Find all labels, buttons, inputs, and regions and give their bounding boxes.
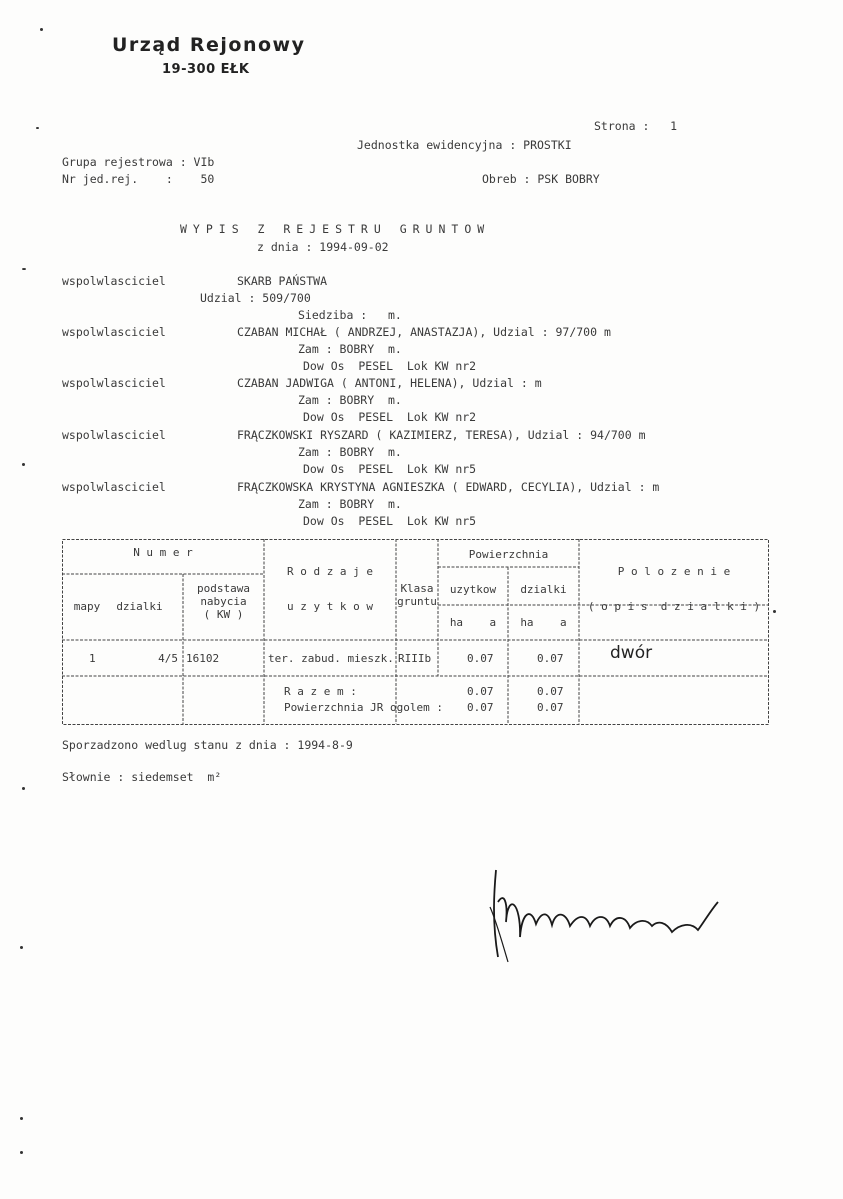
owner-share: Udzial : 509/700	[200, 291, 311, 305]
header-dzialki: dzialki	[116, 600, 163, 613]
cell-klasa: RIIIb	[398, 652, 432, 665]
margin-dot	[22, 463, 25, 466]
total-dzialki: 0.07	[537, 685, 564, 698]
cell-mapy: 1	[89, 652, 96, 665]
total-area-uzytkow: 0.07	[467, 701, 494, 714]
document-title: WYPIS Z REJESTRU GRUNTOW	[180, 222, 491, 236]
header-mapy: mapy	[73, 600, 101, 613]
header-uzytkow: u z y t k o w	[286, 600, 374, 613]
state-date-note: Sporzadzono wedlug stanu z dnia : 1994-8-9	[62, 738, 353, 752]
margin-dot	[22, 268, 26, 270]
header-podstawa: podstawa nabycia ( KW )	[197, 582, 250, 621]
owner-address: Zam : BOBRY m.	[298, 393, 402, 407]
margin-dot	[20, 1151, 23, 1154]
cell-dzialki: 4/5	[158, 652, 178, 665]
margin-dot	[20, 1117, 23, 1120]
page-number: Strona : 1	[594, 119, 678, 133]
office-stamp-address: 19-300 EŁK	[162, 62, 250, 77]
total-area-dzialki: 0.07	[537, 701, 564, 714]
cell-pow-uzytkow: 0.07	[467, 652, 494, 665]
header-numer: N u m e r	[133, 546, 193, 559]
owner-label: wspolwlasciciel	[62, 428, 166, 442]
owner-name: CZABAN JADWIGA ( ANTONI, HELENA), Udzial : m	[237, 376, 542, 390]
signature	[486, 862, 736, 972]
cell-pow-dzialki: 0.07	[537, 652, 564, 665]
register-unit-number: Nr jed.rej. : 50	[62, 172, 215, 186]
register-group: Grupa rejestrowa : VIb	[62, 155, 215, 169]
registry-unit: Jednostka ewidencyjna : PROSTKI	[357, 138, 572, 152]
header-ha-a: ha a	[449, 616, 497, 629]
owner-id-info: Dow Os PESEL Lok KW nr2	[303, 359, 477, 373]
header-pow-uzytkow: uzytkow	[449, 583, 497, 596]
header-klasa: Klasa gruntu	[397, 582, 437, 608]
header-pow-dzialki: dzialki	[520, 583, 567, 596]
total-label: R a z e m :	[284, 685, 357, 698]
owner-seat: Siedziba : m.	[298, 308, 402, 322]
owner-id-info: Dow Os PESEL Lok KW nr5	[303, 462, 477, 476]
margin-dot	[20, 946, 23, 949]
owner-name: FRĄCZKOWSKI RYSZARD ( KAZIMIERZ, TERESA), Udzial : 94/700 m	[237, 428, 646, 442]
owner-address: Zam : BOBRY m.	[298, 445, 402, 459]
margin-dot	[36, 127, 39, 129]
header-powierzchnia: Powierzchnia	[468, 548, 549, 561]
header-polozenie: P o l o z e n i e	[617, 565, 731, 578]
owner-label: wspolwlasciciel	[62, 376, 166, 390]
owner-label: wspolwlasciciel	[62, 325, 166, 339]
total-uzytkow: 0.07	[467, 685, 494, 698]
owner-name: SKARB PAŃSTWA	[237, 274, 328, 288]
cell-rodzaj: ter. zabud. mieszk.	[268, 652, 394, 665]
owner-label: wspolwlasciciel	[62, 274, 166, 288]
owner-address: Zam : BOBRY m.	[298, 342, 402, 356]
header-rodzaje: R o d z a j e	[286, 565, 374, 578]
total-area-label: Powierzchnia JR ogolem :	[284, 701, 443, 714]
office-stamp-name: Urząd Rejonowy	[112, 34, 306, 56]
header-opis: ( o p i s d z i a l k i )	[587, 600, 761, 613]
cell-polozenie: dwór	[610, 643, 653, 663]
owner-label: wspolwlasciciel	[62, 480, 166, 494]
owner-name: FRĄCZKOWSKA KRYSTYNA AGNIESZKA ( EDWARD, CECYLIA), Udzial : m	[237, 480, 660, 494]
owner-name: CZABAN MICHAŁ ( ANDRZEJ, ANASTAZJA), Udzial : 97/700 m	[237, 325, 611, 339]
area-in-words: Słownie : siedemset m²	[62, 770, 222, 784]
header-ha-a: ha a	[520, 616, 567, 629]
precinct: Obreb : PSK BOBRY	[482, 172, 600, 186]
owner-address: Zam : BOBRY m.	[298, 497, 402, 511]
owner-id-info: Dow Os PESEL Lok KW nr5	[303, 514, 477, 528]
document-date: z dnia : 1994-09-02	[257, 240, 389, 254]
owner-id-info: Dow Os PESEL Lok KW nr2	[303, 410, 477, 424]
margin-dot	[22, 787, 25, 790]
margin-dot	[773, 610, 776, 613]
margin-dot	[40, 28, 43, 31]
cell-podstawa: 16102	[186, 652, 220, 665]
parcel-table	[62, 539, 769, 725]
